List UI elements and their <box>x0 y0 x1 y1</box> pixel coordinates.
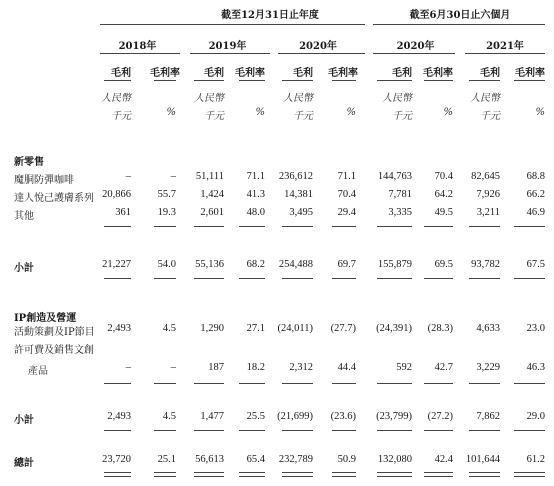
subtotal-rule <box>514 383 545 384</box>
total-double-rule <box>239 472 265 477</box>
year-header-2018: 2018年 <box>118 41 157 52</box>
subtotal-cell: (23.6) <box>330 411 356 422</box>
subtotal-rule <box>282 430 313 431</box>
row-cell: 66.2 <box>526 189 545 200</box>
unit-currency: 人民幣 <box>101 93 131 104</box>
row-label: 達人悅己護膚系列 <box>14 193 94 204</box>
row-cell: 592 <box>396 362 412 373</box>
row-cell: 144,763 <box>377 171 412 182</box>
total-cell: 65.4 <box>246 454 265 465</box>
row-cell: – <box>125 171 131 182</box>
col-gross-profit-header: 毛利 <box>111 68 131 79</box>
unit-thousand: 千元 <box>480 111 500 122</box>
row-cell: 361 <box>115 207 131 218</box>
row-cell: 70.4 <box>337 189 356 200</box>
total-cell: 132,080 <box>377 454 412 465</box>
row-cell: 23.0 <box>526 323 545 334</box>
total-double-rule <box>514 472 545 477</box>
row-cell: 49.5 <box>434 207 453 218</box>
subtotal-rule <box>282 278 313 279</box>
total-cell: 23,720 <box>102 454 131 465</box>
col-header-rule <box>282 80 313 81</box>
row-cell: 64.2 <box>434 189 453 200</box>
row-cell: 2,493 <box>107 323 131 334</box>
total-cell: 61.2 <box>526 454 545 465</box>
subtotal-rule <box>239 278 265 279</box>
subtotal-cell: 21,227 <box>102 259 131 270</box>
subtotal-rule <box>194 278 224 279</box>
year-header-2020-h1: 2020年 <box>396 41 435 52</box>
row-cell: – <box>125 362 131 373</box>
total-double-rule <box>104 472 131 477</box>
period-six-month-header: 截至6月30日止六個月 <box>409 10 511 21</box>
year-header-2021-h1: 2021年 <box>486 41 524 52</box>
row-cell: 46.9 <box>526 207 545 218</box>
row-cell: 2,312 <box>289 362 313 373</box>
col-gross-profit-header: 毛利 <box>480 68 500 79</box>
subtotal-rule <box>514 226 545 227</box>
subtotal-rule <box>469 226 500 227</box>
col-gross-margin-header: 毛利率 <box>150 68 180 79</box>
row-cell: 27.1 <box>246 323 265 334</box>
unit-percent: % <box>166 107 176 118</box>
year-header-2019: 2019年 <box>208 41 247 52</box>
col-gross-profit-header: 毛利 <box>293 68 313 79</box>
year-rule-2021-h1 <box>465 53 545 54</box>
row-cell: 3,229 <box>476 362 500 373</box>
row-cell: 19.3 <box>157 207 176 218</box>
row-cell: 41.3 <box>246 189 265 200</box>
row-cell: 18.2 <box>246 362 265 373</box>
col-gross-margin-header: 毛利率 <box>423 68 453 79</box>
subtotal-cell: 69.5 <box>434 259 453 270</box>
unit-percent: % <box>443 107 453 118</box>
subtotal-cell: (27.2) <box>427 411 453 422</box>
total-cell: 232,789 <box>278 454 313 465</box>
subtotal-cell: 54.0 <box>157 259 176 270</box>
unit-currency: 人民幣 <box>194 93 224 104</box>
total-cell: 50.9 <box>337 454 356 465</box>
subtotal-cell: 55,136 <box>195 259 224 270</box>
subtotal-rule <box>239 430 265 431</box>
subtotal-cell: 68.2 <box>246 259 265 270</box>
total-double-rule <box>424 472 453 477</box>
row-cell: 4.5 <box>162 323 176 334</box>
subtotal-cell: (21,699) <box>277 411 313 422</box>
subtotal-rule <box>154 430 176 431</box>
row-cell: 29.4 <box>337 207 356 218</box>
col-gross-profit-header: 毛利 <box>204 68 224 79</box>
year-header-2020: 2020年 <box>299 41 337 52</box>
subtotal-rule <box>194 383 224 384</box>
row-cell: 4,633 <box>476 323 500 334</box>
subtotal-rule <box>282 383 313 384</box>
row-label: 其他 <box>14 211 34 222</box>
row-cell: 68.8 <box>526 171 545 182</box>
unit-currency: 人民幣 <box>470 93 500 104</box>
subtotal-rule <box>377 226 412 227</box>
row-cell: 1,424 <box>200 189 224 200</box>
subtotal-rule <box>377 278 412 279</box>
row-cell: 51,111 <box>195 171 224 182</box>
subtotal-label: 小計 <box>14 263 34 274</box>
col-header-rule <box>194 80 224 81</box>
row-cell: – <box>170 362 176 373</box>
period-full-year-rule <box>100 24 365 25</box>
subtotal-rule <box>377 430 412 431</box>
col-header-rule <box>469 80 500 81</box>
period-full-year-header: 截至12月31日止年度 <box>221 10 319 21</box>
subtotal-rule <box>104 383 131 384</box>
row-cell: 55.7 <box>157 189 176 200</box>
total-double-rule <box>377 472 412 477</box>
subtotal-cell: 25.5 <box>246 411 265 422</box>
subtotal-rule <box>514 430 545 431</box>
col-header-rule <box>424 80 453 81</box>
total-cell: 42.4 <box>434 454 453 465</box>
unit-percent: % <box>535 107 545 118</box>
subtotal-rule <box>332 278 356 279</box>
col-header-rule <box>332 80 356 81</box>
total-double-rule <box>332 472 356 477</box>
subtotal-label: 小計 <box>14 415 34 426</box>
row-label: 魔胴防彈咖啡 <box>14 175 74 186</box>
unit-currency: 人民幣 <box>283 93 313 104</box>
subtotal-cell: 93,782 <box>471 259 500 270</box>
row-cell: 70.4 <box>434 171 453 182</box>
subtotal-rule <box>424 226 453 227</box>
subtotal-cell: 29.0 <box>526 411 545 422</box>
subtotal-cell: 67.5 <box>526 259 545 270</box>
col-gross-margin-header: 毛利率 <box>235 68 265 79</box>
subtotal-rule <box>282 226 313 227</box>
subtotal-cell: 155,879 <box>377 259 412 270</box>
total-label: 總計 <box>14 458 34 469</box>
row-cell: 3,495 <box>289 207 313 218</box>
subtotal-rule <box>332 383 356 384</box>
subtotal-rule <box>104 430 131 431</box>
row-cell: – <box>170 171 176 182</box>
row-cell: (27.7) <box>330 323 356 334</box>
row-cell: 7,781 <box>388 189 412 200</box>
subtotal-rule <box>194 430 224 431</box>
subtotal-rule <box>332 430 356 431</box>
unit-percent: % <box>255 107 265 118</box>
subtotal-rule <box>469 383 500 384</box>
subtotal-cell: 2,493 <box>107 411 131 422</box>
row-cell: 14,381 <box>284 189 313 200</box>
subtotal-cell: 7,862 <box>476 411 500 422</box>
subtotal-cell: 1,477 <box>200 411 224 422</box>
row-cell: 7,926 <box>476 189 500 200</box>
year-rule-2020 <box>278 53 365 54</box>
row-cell: 71.1 <box>337 171 356 182</box>
unit-thousand: 千元 <box>204 111 224 122</box>
row-cell: 20,866 <box>102 189 131 200</box>
subtotal-cell: (23,799) <box>376 411 412 422</box>
total-double-rule <box>282 472 313 477</box>
row-label-continued: 產品 <box>28 366 48 377</box>
col-header-rule <box>239 80 265 81</box>
period-six-month-rule <box>373 24 545 25</box>
row-label: 許可費及銷售文創 <box>14 345 94 356</box>
unit-thousand: 千元 <box>293 111 313 122</box>
subtotal-rule <box>377 383 412 384</box>
total-double-rule <box>194 472 224 477</box>
subtotal-rule <box>104 278 131 279</box>
subtotal-rule <box>194 226 224 227</box>
row-cell: 3,211 <box>476 207 500 218</box>
subtotal-rule <box>104 226 131 227</box>
row-cell: 44.4 <box>337 362 356 373</box>
unit-thousand: 千元 <box>392 111 412 122</box>
row-cell: 48.0 <box>246 207 265 218</box>
subtotal-rule <box>154 226 176 227</box>
row-cell: 2,601 <box>200 207 224 218</box>
subtotal-cell: 4.5 <box>162 411 176 422</box>
subtotal-rule <box>239 383 265 384</box>
col-header-rule <box>377 80 412 81</box>
subtotal-cell: 254,488 <box>278 259 313 270</box>
row-cell: (28.3) <box>427 323 453 334</box>
subtotal-rule <box>154 383 176 384</box>
col-gross-margin-header: 毛利率 <box>328 68 358 79</box>
total-double-rule <box>469 472 500 477</box>
subtotal-cell: 69.7 <box>337 259 356 270</box>
subtotal-rule <box>424 430 453 431</box>
subtotal-rule <box>154 278 176 279</box>
total-cell: 56,613 <box>195 454 224 465</box>
row-cell: 71.1 <box>246 171 265 182</box>
unit-thousand: 千元 <box>111 111 131 122</box>
total-double-rule <box>154 472 176 477</box>
section-title-ip: IP創造及營運 <box>14 313 77 324</box>
subtotal-rule <box>424 383 453 384</box>
total-cell: 25.1 <box>157 454 176 465</box>
row-cell: (24,011) <box>277 323 313 334</box>
col-header-rule <box>514 80 545 81</box>
year-rule-2018 <box>100 53 180 54</box>
section-title-new-retail: 新零售 <box>14 157 44 168</box>
row-cell: 3,335 <box>388 207 412 218</box>
total-cell: 101,644 <box>465 454 500 465</box>
row-cell: 82,645 <box>471 171 500 182</box>
subtotal-rule <box>424 278 453 279</box>
subtotal-rule <box>239 226 265 227</box>
subtotal-rule <box>469 278 500 279</box>
row-cell: (24,391) <box>376 323 412 334</box>
row-label: 活動策劃及IP節目 <box>14 327 95 338</box>
col-header-rule <box>104 80 131 81</box>
row-cell: 1,290 <box>200 323 224 334</box>
col-gross-profit-header: 毛利 <box>392 68 412 79</box>
row-cell: 187 <box>208 362 224 373</box>
row-cell: 46.3 <box>526 362 545 373</box>
subtotal-rule <box>514 278 545 279</box>
row-cell: 42.7 <box>434 362 453 373</box>
col-gross-margin-header: 毛利率 <box>515 68 545 79</box>
col-header-rule <box>154 80 176 81</box>
subtotal-rule <box>332 226 356 227</box>
unit-percent: % <box>346 107 356 118</box>
subtotal-rule <box>469 430 500 431</box>
unit-currency: 人民幣 <box>382 93 412 104</box>
row-cell: 236,612 <box>278 171 313 182</box>
year-rule-2020-h1 <box>373 53 455 54</box>
year-rule-2019 <box>190 53 270 54</box>
